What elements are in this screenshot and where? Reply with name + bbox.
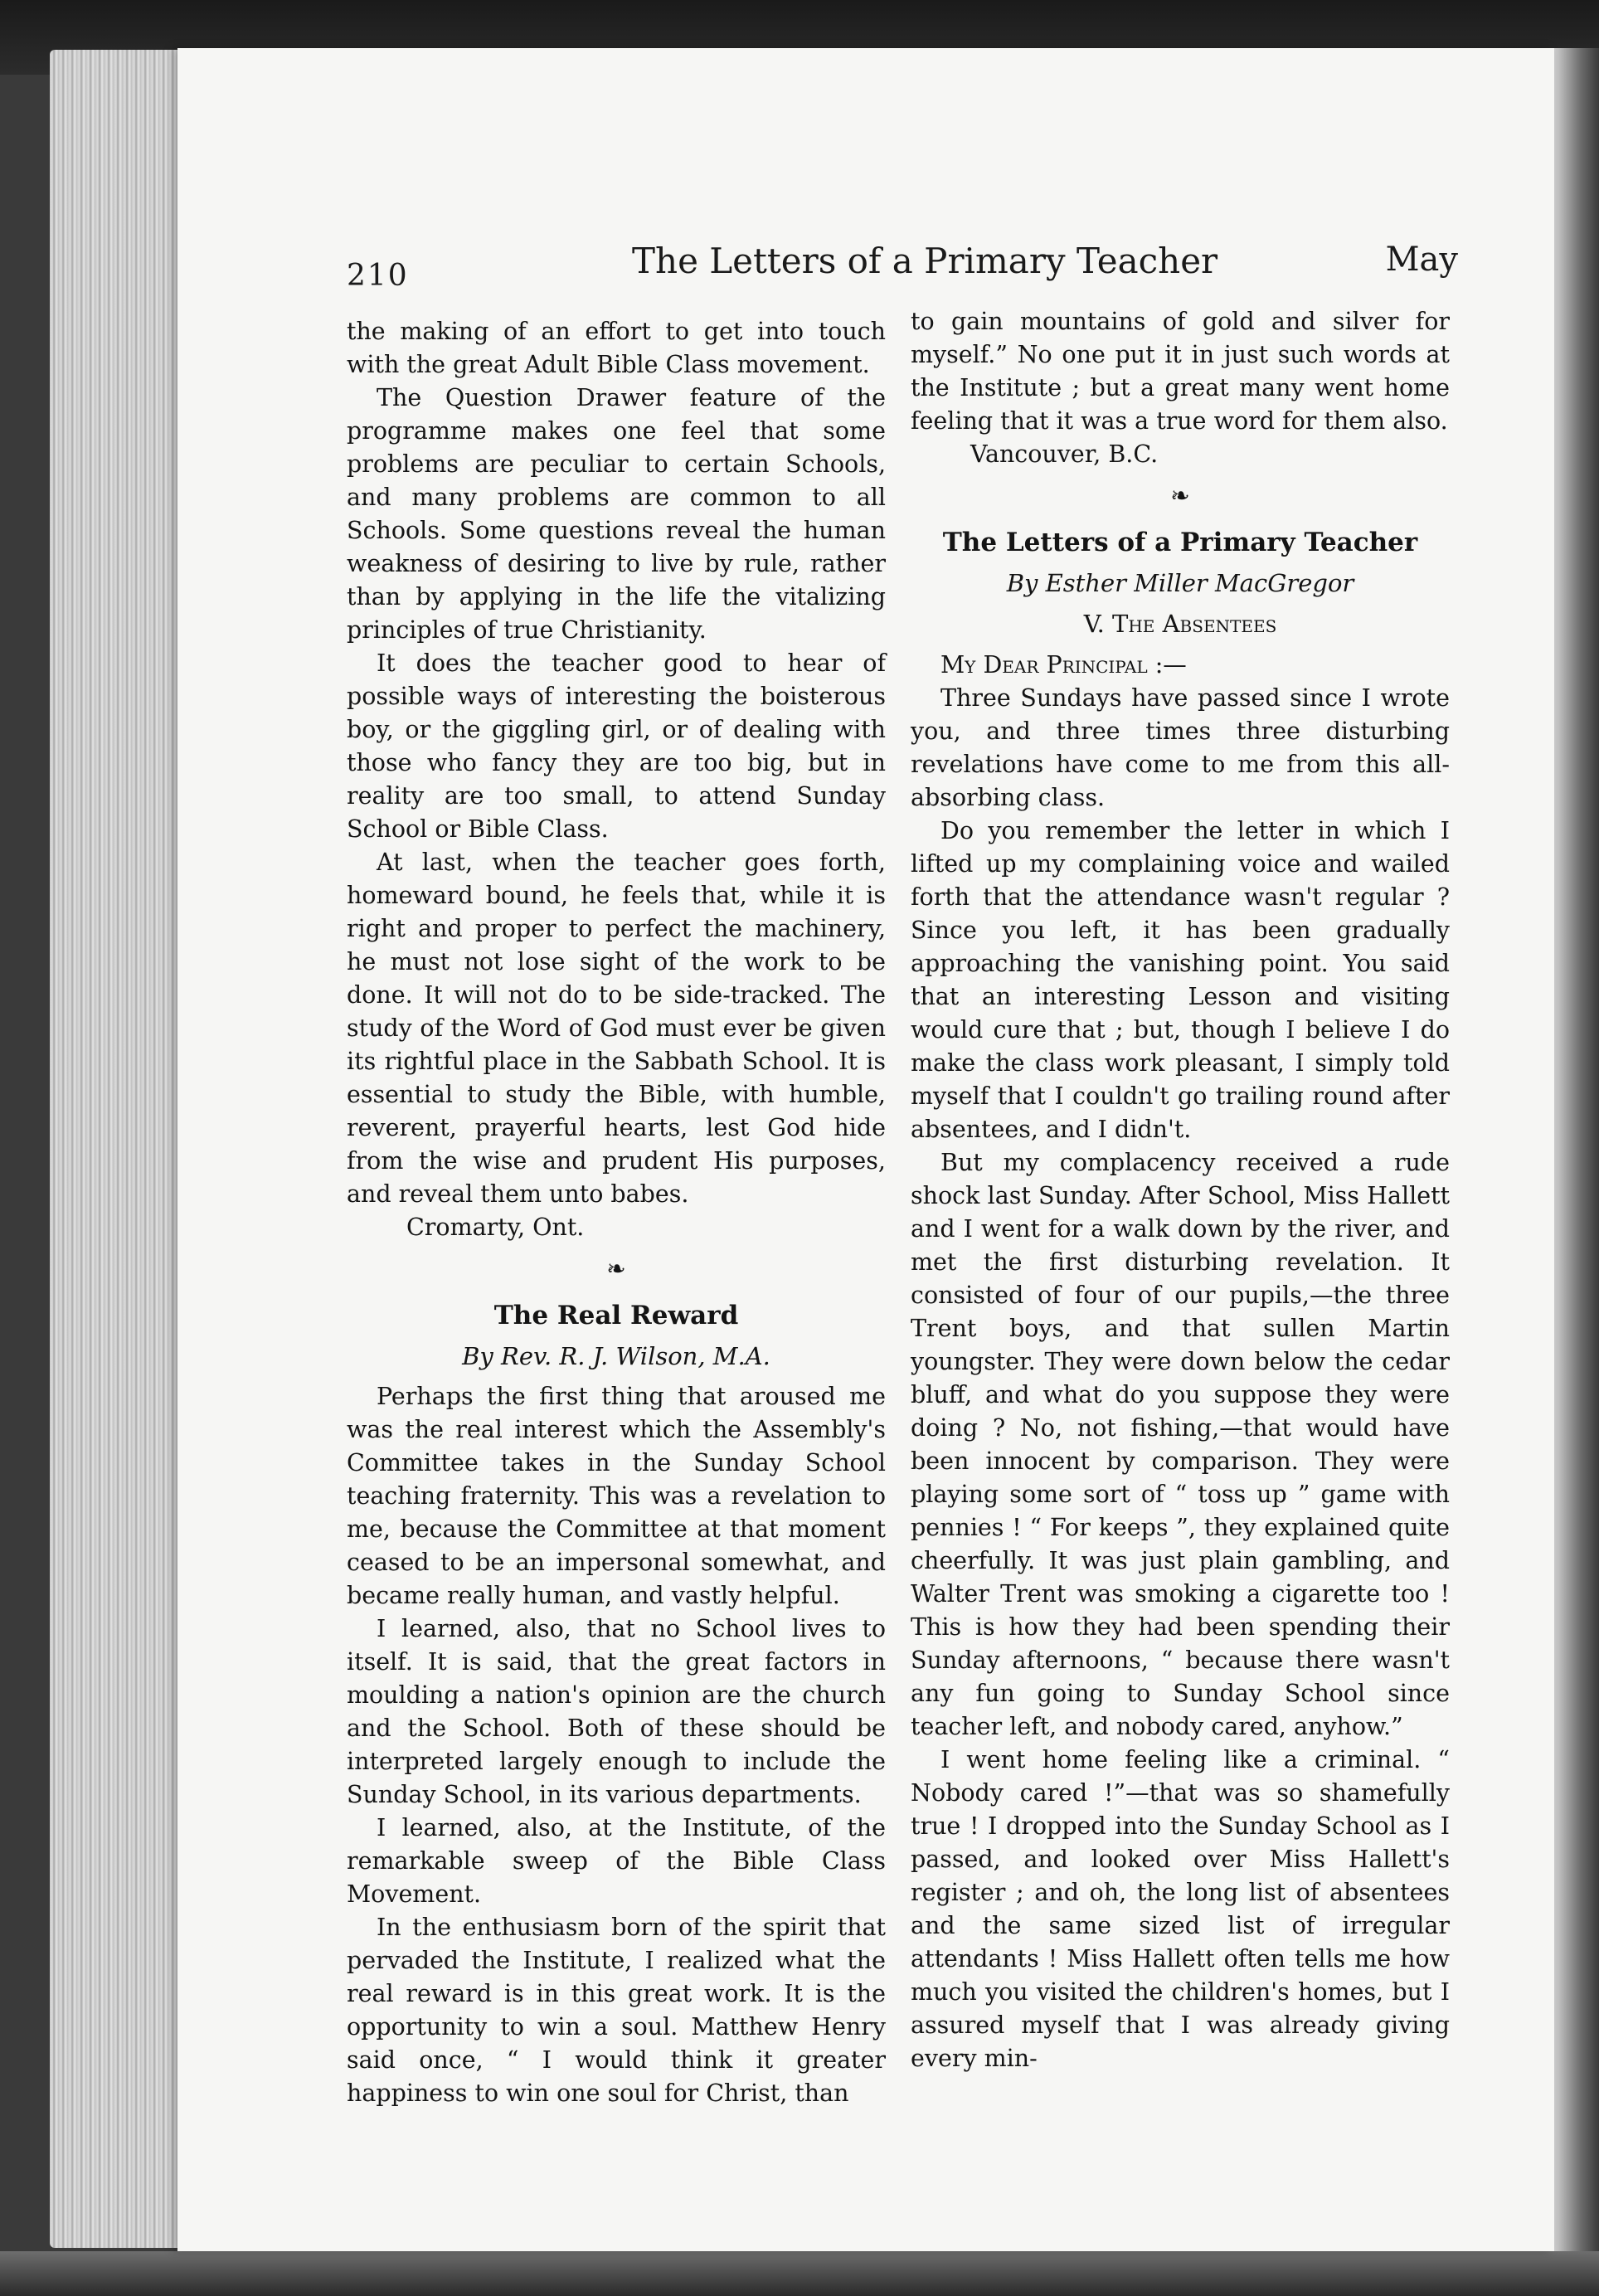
paragraph: I learned, also, that no School lives to itself. It is said, that the great factors in moulding a nation's opinion are the church and the School. Both of these should be interpreted largely enough to include the Sunday School, in its various departments. bbox=[347, 1615, 886, 1808]
running-month: May bbox=[1385, 241, 1458, 279]
bottom-shadow bbox=[0, 2251, 1599, 2296]
paragraph: I learned, also, at the Institute, of the remarkable sweep of the Bible Class Movement. bbox=[347, 1814, 886, 1908]
leaf-ornament-icon: ❧ bbox=[606, 1255, 626, 1282]
section-heading: V. The Absentees bbox=[1083, 610, 1277, 638]
paragraph: But my complacency received a rude shock last Sunday. After School, Miss Hallett and I went for a walk down by the river, and met the first disturbing revelation. It consisted of four of our pupils,—the three Trent boys, and that sullen Martin youngster. They were down below the cedar bluff, and what do you suppose they were doing ? No, not fishing,—that would have been innocent by comparison. They were playing some sort of “ toss up ” game with pennies ! “ For keeps ”, they explained quite cheerfully. It was just plain gambling, and Walter Trent was smoking a cigarette too ! This is how they had been spending their Sunday afternoons, “ because there wasn't any fun going to Sunday School since teacher left, and nobody cared, anyhow.” bbox=[911, 1149, 1450, 1740]
book-page-edges bbox=[50, 50, 191, 2248]
paragraph: The Question Drawer feature of the programme makes one feel that some problems are peculiar to certain Schools, and many problems are common to all Schools. Some questions reveal the human weakness of desiring to live by rule, rather than by applying in the life the vitalizing principles of true Christianity. bbox=[347, 384, 886, 644]
paragraph: to gain mountains of gold and silver for myself.” No one put it in just such words at the Institute ; but a great many went home feeling that it was a true word for them also. bbox=[911, 308, 1450, 435]
running-title: The Letters of a Primary Teacher bbox=[632, 241, 1218, 281]
article-byline: By Esther Miller MacGregor bbox=[1006, 569, 1354, 597]
right-column bbox=[911, 305, 1450, 2075]
place-signature: Cromarty, Ont. bbox=[406, 1214, 585, 1241]
page-number: 210 bbox=[347, 259, 409, 293]
place-signature: Vancouver, B.C. bbox=[970, 440, 1159, 468]
paragraph: At last, when the teacher goes forth, homeward bound, he feels that, while it is right and proper to perfect the machinery, he must not lose sight of the work to be done. It will not do to be side-tracked. The study of the Word of God must ever be given its rightful place in the Sabbath School. It is essential to study the Bible, with humble, reverent, prayerful hearts, lest God hide from the wise and prudent His purposes, and reveal them unto babes. bbox=[347, 849, 886, 1208]
article-byline: By Rev. R. J. Wilson, M.A. bbox=[462, 1342, 770, 1370]
paragraph: In the enthusiasm born of the spirit that pervaded the Institute, I realized what the real reward is in this great work. It is the opportunity to win a soul. Matthew Henry said once, “ I would think it greater happiness to win one soul for Christ, than bbox=[347, 1914, 886, 2107]
paragraph: the making of an effort to get into touch with the great Adult Bible Class movement. bbox=[347, 318, 886, 378]
running-head bbox=[347, 241, 1458, 293]
leaf-ornament-icon: ❧ bbox=[1170, 482, 1190, 509]
salutation: My Dear Principal :— bbox=[940, 651, 1187, 679]
article-title: The Letters of a Primary Teacher bbox=[942, 528, 1418, 557]
article-title: The Real Reward bbox=[493, 1301, 739, 1330]
paragraph: Perhaps the first thing that aroused me was the real interest which the Assembly's Committee takes in the Sunday School teaching fraternity. This was a revelation to me, because the Committee at that moment ceased to be an impersonal somewhat, and became really human, and vastly helpful. bbox=[347, 1383, 886, 1609]
paragraph: It does the teacher good to hear of possible ways of interesting the boisterous boy, or the giggling girl, or of dealing with those who fancy they are too big, but in reality are too small, to attend Sunday School or Bible Class. bbox=[347, 649, 886, 843]
paragraph: I went home feeling like a criminal. “ Nobody cared !”—that was so shamefully true ! I dropped into the Sunday School as I passed, and looked over Miss Hallett's register ; and oh, the long list of absentees and the same sized list of irregular attendants ! Miss Hallett often tells me how much you visited the children's homes, but I assured myself that I was already giving every min- bbox=[911, 1746, 1450, 2072]
paragraph: Three Sundays have passed since I wrote you, and three times three disturbing revelations have come to me from this all-absorbing class. bbox=[911, 684, 1450, 811]
left-column bbox=[347, 315, 886, 2110]
book-spine-shadow bbox=[1554, 48, 1599, 2251]
paragraph: Do you remember the letter in which I lifted up my complaining voice and wailed forth that the attendance wasn't regular ? Since you left, it has been gradually approaching the vanishing point. You said that an interesting Lesson and visiting would cure that ; but, though I believe I do make the class work pleasant, I simply told myself that I couldn't go trailing round after absentees, and I didn't. bbox=[911, 817, 1450, 1143]
